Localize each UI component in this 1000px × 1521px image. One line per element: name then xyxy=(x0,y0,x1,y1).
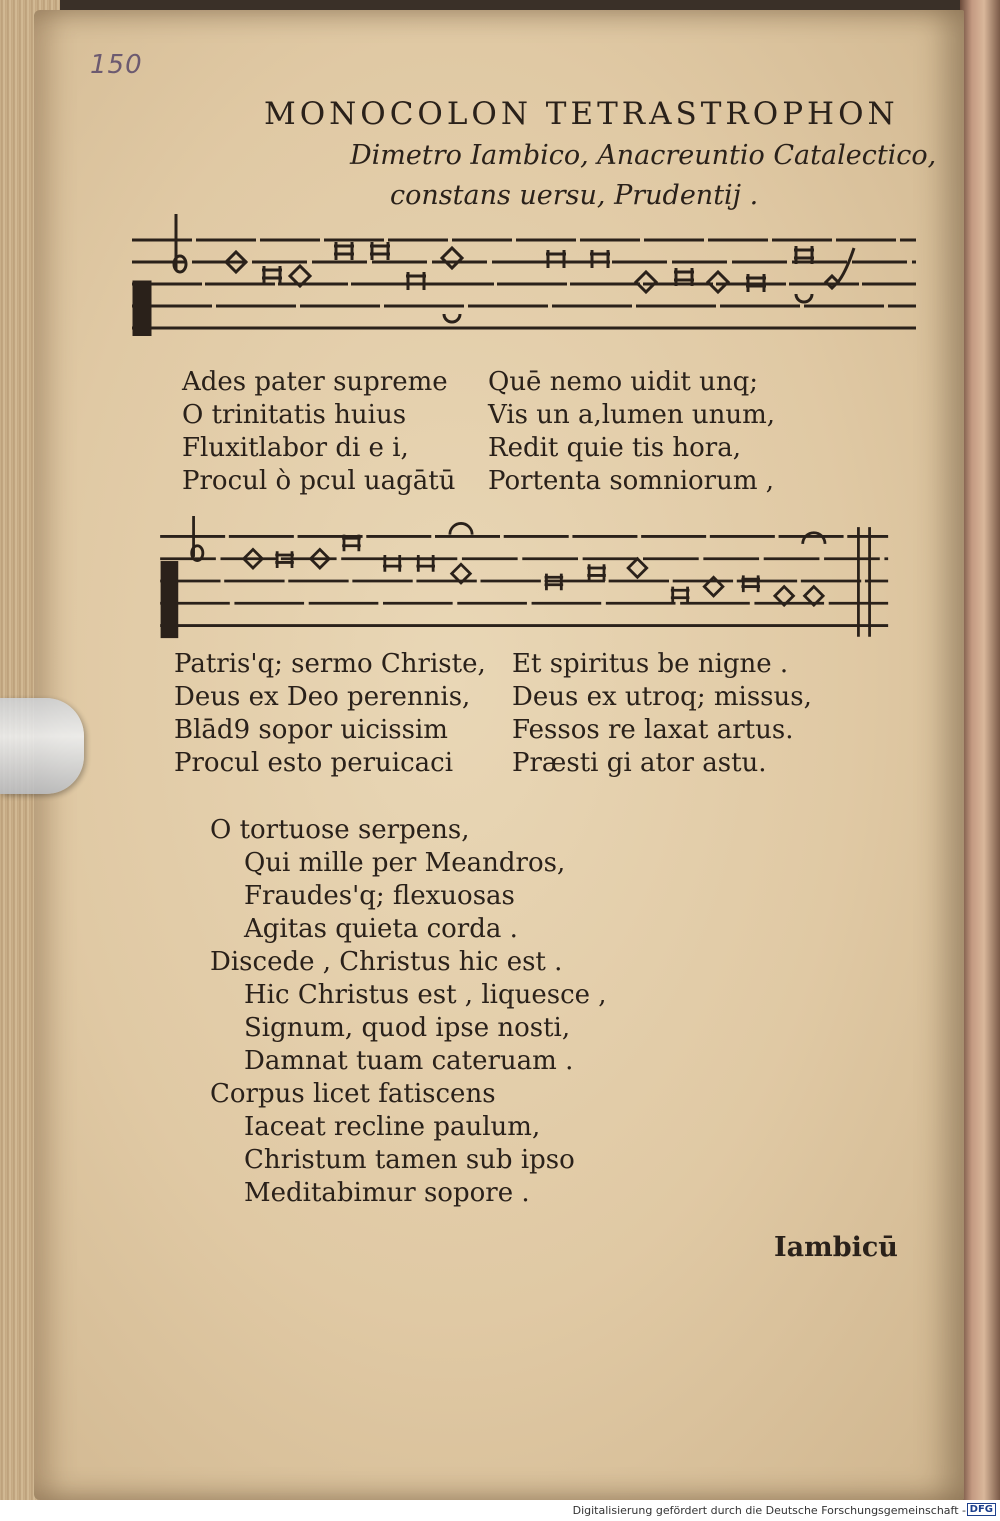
verse-line: Vis un a,lumen unum, xyxy=(488,400,776,430)
verse-line: O trinitatis huius xyxy=(182,400,407,430)
verse-line: Deus ex Deo perennis, xyxy=(174,682,471,712)
verse-line: Quē nemo uidit unq; xyxy=(488,367,759,397)
stanza-line: Discede , Christus hic est . xyxy=(210,947,563,977)
stanza-line: Signum, quod ipse nosti, xyxy=(244,1013,571,1043)
verse-line: Ades pater supreme xyxy=(182,367,448,397)
stanza-line: Corpus licet fatiscens xyxy=(210,1079,496,1109)
subtitle-line-1: Dimetro Iambico, Anacreuntio Catalectico, xyxy=(350,140,937,171)
stanza-line: Qui mille per Meandros, xyxy=(244,848,566,878)
footer-credit: Digitalisierung gefördert durch die Deutsche Forschungsgemeinschaft - xyxy=(572,1504,966,1517)
verse-line: Et spiritus be nigne . xyxy=(512,649,789,679)
stanza-line: Meditabimur sopore . xyxy=(244,1178,530,1208)
poem-stanzas xyxy=(210,814,607,1210)
stanza-line: Fraudes'q; flexuosas xyxy=(244,881,515,911)
verse-line: Præsti gi ator astu. xyxy=(512,748,767,778)
verse-block-1-right xyxy=(488,366,775,498)
verse-line: Procul ò pcul uagātū xyxy=(182,466,456,496)
book-page xyxy=(34,10,964,1500)
folio-number: 150 xyxy=(90,50,143,80)
footer-bar xyxy=(0,1500,1000,1521)
subtitle-line-2: constans uersu, Prudentij . xyxy=(390,180,759,211)
stanza-line: Damnat tuam cateruam . xyxy=(244,1046,574,1076)
music-staff-2 xyxy=(126,516,926,646)
page-title: MONOCOLON TETRASTROPHON xyxy=(264,96,899,132)
verse-line: Redit quie tis hora, xyxy=(488,433,741,463)
stanza-line: Iaceat recline paulum, xyxy=(244,1112,541,1142)
verse-line: Portenta somniorum , xyxy=(488,466,775,496)
stanza-line: Agitas quieta corda . xyxy=(244,914,518,944)
stanza-line: O tortuose serpens, xyxy=(210,815,470,845)
verse-line: Fessos re laxat artus. xyxy=(512,715,794,745)
verse-line: Blād9 sopor uicissim xyxy=(174,715,448,745)
stanza-line: Hic Christus est , liquesce , xyxy=(244,980,607,1010)
page-clip xyxy=(0,698,84,794)
verse-line: Deus ex utroq; missus, xyxy=(512,682,812,712)
verse-block-1-left xyxy=(182,366,456,498)
verse-line: Fluxitlabor di e i, xyxy=(182,433,409,463)
verse-line: Procul esto peruicaci xyxy=(174,748,454,778)
catchword: Iambicū xyxy=(774,1232,898,1263)
music-staff-1 xyxy=(126,206,926,336)
dfg-logo: DFG xyxy=(967,1503,996,1516)
verse-block-2-right xyxy=(512,648,812,780)
verse-block-2-left xyxy=(174,648,486,780)
verse-line: Patris'q; sermo Christe, xyxy=(174,649,486,679)
book-binding-edge xyxy=(960,0,1000,1500)
stanza-line: Christum tamen sub ipso xyxy=(244,1145,575,1175)
